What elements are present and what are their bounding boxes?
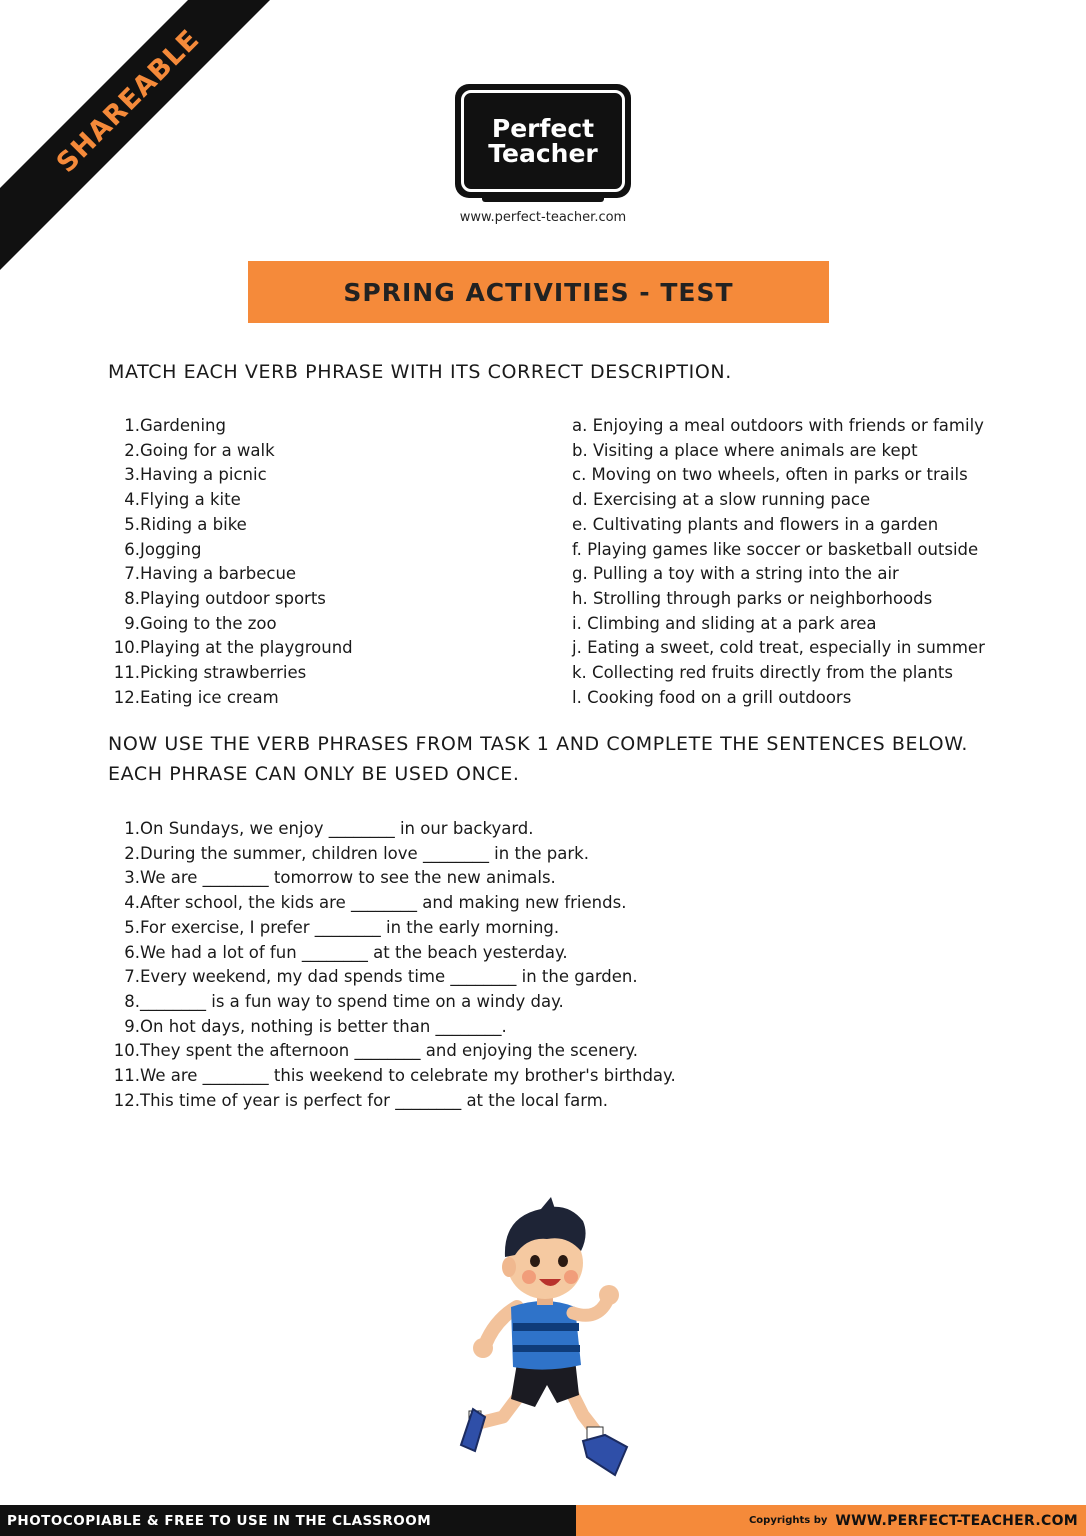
list-item: h. Strolling through parks or neighborhoods bbox=[572, 588, 933, 608]
list-item: 12. Eating ice cream bbox=[113, 687, 279, 707]
list-item: 11. Picking strawberries bbox=[113, 663, 307, 683]
list-item: e. Cultivating plants and flowers in a garden bbox=[572, 514, 939, 534]
page-title: SPRING ACTIVITIES - TEST bbox=[343, 277, 734, 307]
list-item: b. Visiting a place where animals are kept bbox=[572, 440, 918, 460]
task1-instruction: MATCH EACH VERB PHRASE WITH ITS CORRECT DESCRIPTION. bbox=[108, 361, 732, 383]
list-item: f. Playing games like soccer or basketball outside bbox=[572, 539, 979, 559]
list-item: 5. For exercise, I prefer ________ in the early morning. bbox=[124, 917, 560, 937]
description-list bbox=[572, 414, 985, 710]
footer-copyright bbox=[576, 1505, 1086, 1536]
footer-notice: PHOTOCOPIABLE & FREE TO USE IN THE CLASSROOM bbox=[0, 1505, 576, 1536]
list-item: 3. We are ________ tomorrow to see the new animals. bbox=[124, 868, 556, 888]
sentence-list bbox=[108, 817, 676, 1113]
footer bbox=[0, 1505, 1086, 1536]
logo-stand bbox=[482, 196, 604, 202]
list-item: 2. During the summer, children love ________ in the park. bbox=[124, 843, 589, 863]
list-item: k. Collecting red fruits directly from the plants bbox=[572, 663, 953, 683]
list-item: 6. We had a lot of fun ________ at the beach yesterday. bbox=[124, 942, 568, 962]
list-item: 1. Gardening bbox=[124, 416, 226, 435]
task2-instruction bbox=[108, 729, 968, 789]
logo-line-1: Perfect bbox=[491, 114, 595, 143]
title-banner bbox=[248, 261, 829, 323]
copyright-site: WWW.PERFECT-TEACHER.COM bbox=[835, 1512, 1078, 1529]
list-item: 2. Going for a walk bbox=[124, 440, 275, 460]
running-boy-illustration bbox=[455, 1195, 635, 1485]
list-item: 6. Jogging bbox=[124, 539, 202, 559]
list-item: 9. On hot days, nothing is better than ________. bbox=[124, 1016, 507, 1036]
list-item: 4. Flying a kite bbox=[124, 490, 241, 510]
list-item: 1. On Sundays, we enjoy ________ in our backyard. bbox=[124, 819, 534, 838]
list-item: g. Pulling a toy with a string into the air bbox=[572, 564, 899, 584]
list-item: 3. Having a picnic bbox=[124, 465, 267, 485]
task2-instruction-line-2: EACH PHRASE CAN ONLY BE USED ONCE. bbox=[108, 763, 520, 785]
list-item: 7. Every weekend, my dad spends time ________ in the garden. bbox=[124, 967, 638, 987]
list-item: 7. Having a barbecue bbox=[124, 564, 297, 584]
list-item: 8. Playing outdoor sports bbox=[124, 588, 326, 608]
task2-instruction-line-1: NOW USE THE VERB PHRASES FROM TASK 1 AND COMPLETE THE SENTENCES BELOW. bbox=[108, 733, 969, 755]
list-item: 5. Riding a bike bbox=[124, 514, 247, 534]
list-item: 8. ________ is a fun way to spend time on a windy day. bbox=[124, 991, 564, 1011]
list-item: 11. We are ________ this weekend to celebrate my brother's birthday. bbox=[113, 1066, 676, 1086]
list-item: d. Exercising at a slow running pace bbox=[572, 490, 871, 510]
list-item: 10. They spent the afternoon ________ and enjoying the scenery. bbox=[113, 1041, 639, 1061]
logo-line-2: Teacher bbox=[488, 139, 598, 168]
list-item: 4. After school, the kids are ________ and making new friends. bbox=[124, 893, 627, 913]
list-item: a. Enjoying a meal outdoors with friends or family bbox=[572, 416, 984, 435]
shareable-label: SHAREABLE bbox=[0, 0, 290, 277]
copyright-label: Copyrights by bbox=[748, 1515, 828, 1526]
list-item: i. Climbing and sliding at a park area bbox=[572, 613, 877, 633]
logo-url: www.perfect-teacher.com bbox=[459, 210, 627, 225]
shareable-ribbon bbox=[0, 0, 290, 290]
list-item: 10. Playing at the playground bbox=[113, 638, 353, 658]
list-item: j. Eating a sweet, cold treat, especially in summer bbox=[572, 638, 985, 658]
logo bbox=[455, 84, 631, 198]
phrase-list bbox=[108, 414, 353, 710]
list-item: 12. This time of year is perfect for ________ at the local farm. bbox=[113, 1090, 609, 1110]
list-item: l. Cooking food on a grill outdoors bbox=[572, 687, 852, 707]
list-item: c. Moving on two wheels, often in parks or trails bbox=[572, 465, 968, 485]
list-item: 9. Going to the zoo bbox=[124, 613, 277, 633]
